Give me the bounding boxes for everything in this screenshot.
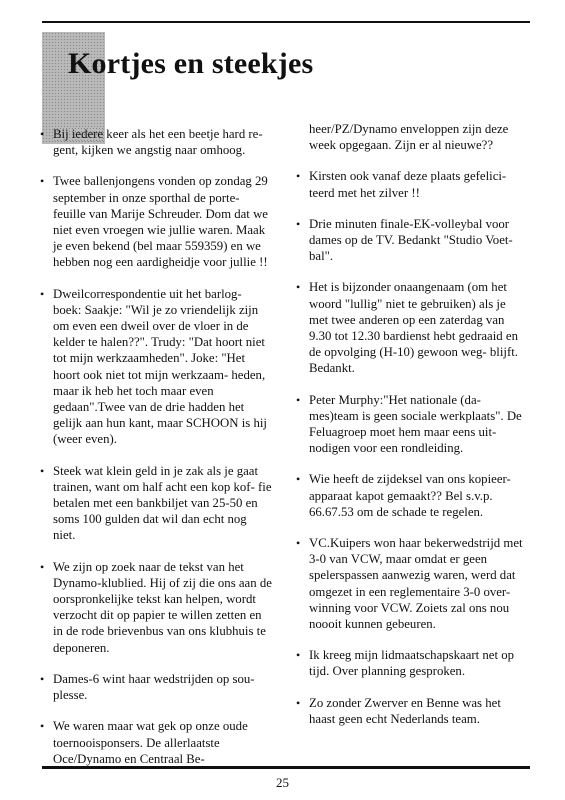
list-item — [40, 671, 272, 703]
bullet: • — [40, 671, 45, 686]
item-text: Peter Murphy:"Het nationale (da- mes)team is geen sociale werkplaats". De Feluagroep moet hem maar eens uit- nodigen voor een rondleiding. — [309, 392, 522, 456]
continued-text: heer/PZ/Dynamo enveloppen zijn deze week opgegaan. Zijn er al nieuwe?? — [309, 122, 509, 153]
bullet: • — [40, 174, 45, 189]
item-text: Kirsten ook vanaf deze plaats gefelici- teerd met het zilver !! — [309, 169, 507, 200]
page-number: 25 — [276, 775, 289, 790]
item-text: We zijn op zoek naar de tekst van het Dynamo-klublied. Hij of zij die ons aan de oorspronkelijke tekst kan helpen, wordt verzocht dit op papier te willen zetten en in de rode brievenbus van ons klubhuis te deponeren. — [53, 559, 272, 655]
list-item — [296, 279, 528, 376]
bullet: • — [40, 719, 45, 734]
bullet: • — [40, 463, 45, 478]
item-text: We waren maar wat gek op onze oude toernooisponsers. De allerlaatste Oce/Dynamo en Centraal Be- — [53, 719, 248, 766]
bullet: • — [296, 169, 301, 184]
bullet: • — [296, 472, 301, 487]
page-title: Kortjes en steekjes — [68, 47, 314, 80]
list-item — [40, 718, 272, 767]
list-item — [296, 535, 528, 632]
bullet: • — [40, 559, 45, 574]
list-item — [296, 695, 528, 727]
item-text: Ik kreeg mijn lidmaatschapskaart net op tijd. Over planning gesproken. — [309, 648, 515, 679]
list-item — [40, 559, 272, 656]
list-item — [296, 216, 528, 265]
item-text: Twee ballenjongens vonden op zondag 29 september in onze sporthal de porte- feuille van Marije Schreuder. Dom dat we niet even vroegen wie jullie waren. Maak je even bekend (bel maar 559359) en we hebben nog een aardigheidje voor jullie !! — [53, 174, 268, 270]
bullet: • — [296, 280, 301, 295]
item-text: Zo zonder Zwerver en Benne was het haast geen echt Nederlands team. — [309, 695, 501, 726]
top-rule — [42, 21, 530, 23]
list-item — [40, 126, 272, 158]
highlighted-lead: Bij iedere — [53, 127, 104, 141]
left-column — [40, 126, 272, 782]
list-item — [40, 173, 272, 270]
bullet: • — [296, 392, 301, 407]
bullet: • — [296, 216, 301, 231]
item-text: Drie minuten finale-EK-volleybal voor dames op de TV. Bedankt "Studio Voet- bal". — [309, 216, 513, 264]
list-item — [296, 647, 528, 679]
item-text: Het is bijzonder onaangenaam (om het woord "lullig" niet te gebruiken) als je met twee anderen op een zaterdag van 9.30 tot 12.30 bardienst hebt gedraaid en de opvolging (H-10) gewoon weg- blijft. Bedankt. — [309, 280, 518, 376]
list-item — [40, 463, 272, 544]
item-text: Dames-6 wint haar wedstrijden op sou- plesse. — [53, 671, 255, 703]
list-item — [296, 471, 528, 520]
item-text: keer als het een beetje hard re- gent, kijken we angstig naar omhoog. — [53, 127, 263, 158]
item-text: VC.Kuipers won haar bekerwedstrijd met 3-0 van VCW, maar omdat er geen spelerspassen aanwezig waren, werd dat omgezet in een reglementaire 3-0 over- winning voor VCW. Zoiets zal ons nou noooit kunnen gebeuren. — [309, 536, 523, 632]
list-item — [296, 168, 528, 200]
item-text: Dweilcorrespondentie uit het barlog- boek: Saakje: "Wil je zo vriendelijk zijn om even een dweil over de vloer in de kelder te halen??". Trudy: "Dat hoort niet tot mijn werkzaamheden". Joke: "Het hoort ook niet tot mijn werkzaam- heden, maar ik heb het toch maar even gedaan".Twee van de drie hadden het gelijk aan hun kant, maar SCHOON is hij (weer even). — [53, 286, 267, 447]
bottom-rule — [42, 766, 530, 769]
right-column — [296, 121, 528, 742]
bullet: • — [296, 536, 301, 551]
item-text: Steek wat klein geld in je zak als je gaat trainen, want om half acht een kop kof- fie betalen met een bankbiljet van 25-50 en soms 100 gulden dat wil dan echt nog niet. — [53, 463, 272, 543]
bullet: • — [40, 127, 45, 141]
list-item — [40, 286, 272, 448]
list-item — [296, 392, 528, 457]
item-text: Wie heeft de zijdeksel van ons kopieer- apparaat kapot gemaakt?? Bel s.v.p. 66.67.53 om de schade te regelen. — [309, 472, 511, 519]
bullet: • — [296, 695, 301, 710]
bullet: • — [40, 286, 45, 301]
bullet: • — [296, 648, 301, 663]
